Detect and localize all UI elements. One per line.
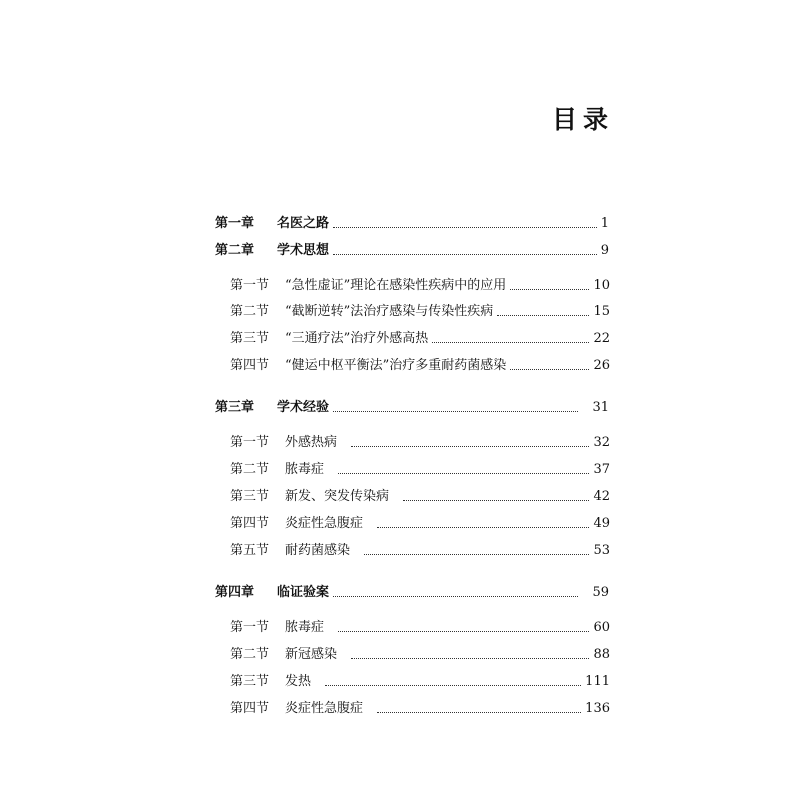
- toc-section-4-3[interactable]: [230, 672, 610, 692]
- section-title: “健运中枢平衡法”治疗多重耐药菌感染: [285, 358, 507, 373]
- dot-leader: [497, 315, 589, 316]
- dot-leader: [333, 227, 597, 228]
- page-number: 10: [593, 278, 610, 293]
- toc-section-3-3[interactable]: [230, 487, 610, 507]
- section-number: 第二节: [230, 647, 270, 662]
- section-number: 第四节: [230, 701, 270, 716]
- page-title: 目录: [552, 105, 615, 134]
- page-number: 53: [593, 543, 610, 558]
- page-number: 88: [593, 647, 610, 662]
- page-number: 49: [593, 516, 610, 531]
- section-number: 第五节: [230, 543, 270, 558]
- section-title: 炎症性急腹症: [285, 516, 364, 531]
- chapter-number: 第一章: [215, 216, 255, 231]
- section-title: “急性虚证”理论在感染性疾病中的应用: [285, 278, 507, 293]
- toc-section-3-5[interactable]: [230, 541, 610, 561]
- toc-section-4-1[interactable]: [230, 618, 610, 638]
- section-title: “截断逆转”法治疗感染与传染性疾病: [285, 304, 494, 319]
- toc-section-3-1[interactable]: [230, 433, 610, 453]
- toc-chapter-4[interactable]: [215, 583, 609, 603]
- dot-leader: [351, 446, 589, 447]
- toc-section-2-1[interactable]: [230, 276, 610, 296]
- page-number: 15: [593, 304, 610, 319]
- section-number: 第四节: [230, 516, 270, 531]
- section-number: 第三节: [230, 331, 270, 346]
- toc-chapter-1[interactable]: [215, 214, 609, 234]
- dot-leader: [333, 596, 578, 597]
- page-number: 1: [600, 216, 609, 231]
- chapter-title: 临证验案: [277, 585, 330, 600]
- section-title: 耐药菌感染: [285, 543, 351, 558]
- section-number: 第三节: [230, 674, 270, 689]
- section-number: 第一节: [230, 278, 270, 293]
- toc-section-3-4[interactable]: [230, 514, 610, 534]
- section-number: 第三节: [230, 489, 270, 504]
- page-number: 136: [585, 701, 610, 716]
- dot-leader: [403, 500, 589, 501]
- section-number: 第二节: [230, 304, 270, 319]
- section-number: 第一节: [230, 620, 270, 635]
- toc-section-4-4[interactable]: [230, 699, 610, 719]
- section-title: 外感热病: [285, 435, 338, 450]
- chapter-number: 第三章: [215, 400, 255, 415]
- toc-chapter-3[interactable]: [215, 398, 609, 418]
- page-number: 60: [593, 620, 610, 635]
- page-number: 111: [585, 674, 610, 689]
- toc-section-2-4[interactable]: [230, 356, 610, 376]
- chapter-title: 学术思想: [277, 243, 330, 258]
- dot-leader: [377, 527, 589, 528]
- section-title: “三通疗法”治疗外感高热: [285, 331, 429, 346]
- section-title: 炎症性急腹症: [285, 701, 364, 716]
- section-title: 脓毒症: [285, 620, 325, 635]
- section-title: 脓毒症: [285, 462, 325, 477]
- section-title: 新冠感染: [285, 647, 338, 662]
- page-number: 22: [593, 331, 610, 346]
- page-number: 32: [593, 435, 610, 450]
- page-number: 26: [593, 358, 610, 373]
- dot-leader: [432, 342, 589, 343]
- section-number: 第二节: [230, 462, 270, 477]
- dot-leader: [377, 712, 581, 713]
- dot-leader: [333, 411, 578, 412]
- dot-leader: [325, 685, 581, 686]
- dot-leader: [338, 473, 589, 474]
- chapter-title: 学术经验: [277, 400, 330, 415]
- page-number: 37: [593, 462, 610, 477]
- section-number: 第一节: [230, 435, 270, 450]
- page-number: 9: [600, 243, 609, 258]
- dot-leader: [333, 254, 597, 255]
- dot-leader: [510, 289, 589, 290]
- page-number: 31: [592, 400, 609, 415]
- page-number: 59: [592, 585, 609, 600]
- page-number: 42: [593, 489, 610, 504]
- toc-section-2-3[interactable]: [230, 329, 610, 349]
- dot-leader: [510, 369, 589, 370]
- section-title: 新发、突发传染病: [285, 489, 390, 504]
- chapter-number: 第二章: [215, 243, 255, 258]
- chapter-number: 第四章: [215, 585, 255, 600]
- dot-leader: [364, 554, 589, 555]
- chapter-title: 名医之路: [277, 216, 330, 231]
- toc-section-3-2[interactable]: [230, 460, 610, 480]
- dot-leader: [351, 658, 589, 659]
- section-title: 发热: [285, 674, 312, 689]
- toc-section-2-2[interactable]: [230, 302, 610, 322]
- dot-leader: [338, 631, 589, 632]
- toc-section-4-2[interactable]: [230, 645, 610, 665]
- section-number: 第四节: [230, 358, 270, 373]
- toc-chapter-2[interactable]: [215, 241, 609, 261]
